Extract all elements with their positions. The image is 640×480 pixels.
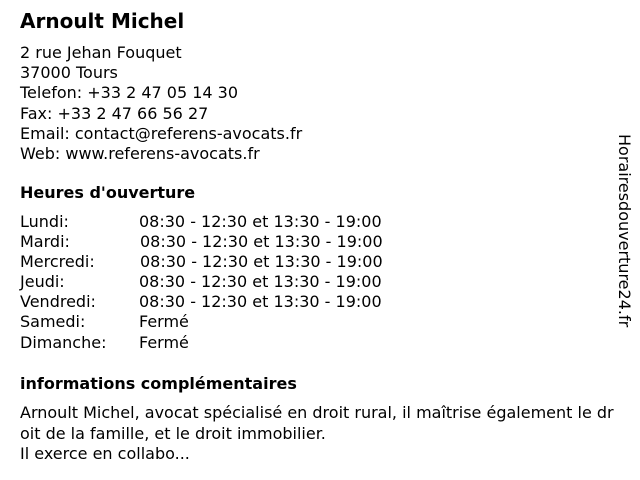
- phone-line: Telefon: +33 2 47 05 14 30: [20, 83, 239, 103]
- info-heading: informations complémentaires: [20, 374, 297, 393]
- address-street: 2 rue Jehan Fouquet: [20, 43, 182, 62]
- day-label: Mardi:: [20, 232, 70, 252]
- day-label: Mercredi:: [20, 252, 95, 272]
- day-label: Vendredi:: [20, 292, 96, 312]
- day-hours: Fermé: [139, 332, 189, 352]
- fax-line: Fax: +33 2 47 66 56 27: [20, 103, 209, 123]
- day-hours: 08:30 - 12:30 et 13:30 - 19:00: [140, 252, 383, 272]
- address-city: 37000 Tours: [20, 63, 118, 83]
- contact-block: [20, 43, 302, 164]
- web-line: Web: www.referens-avocats.fr: [20, 144, 260, 164]
- info-text: Arnoult Michel, avocat spécialisé en droit rural, il maîtrise également le droit de la famille, et le droit immobilier. Il exerce en collabo...: [20, 403, 614, 463]
- email-line: Email: contact@referens-avocats.fr: [20, 123, 303, 143]
- day-hours: 08:30 - 12:30 et 13:30 - 19:00: [139, 292, 382, 312]
- day-label: Jeudi:: [20, 272, 65, 292]
- hours-heading: Heures d'ouverture: [20, 183, 196, 202]
- site-watermark: [612, 134, 636, 344]
- watermark-text: Horairesdouverture24.fr: [615, 134, 634, 328]
- day-label: Samedi:: [20, 312, 86, 332]
- day-hours: 08:30 - 12:30 et 13:30 - 19:00: [139, 272, 382, 292]
- day-label: Dimanche:: [20, 332, 107, 352]
- day-hours: Fermé: [139, 312, 189, 332]
- day-hours: 08:30 - 12:30 et 13:30 - 19:00: [139, 212, 382, 231]
- day-hours: 08:30 - 12:30 et 13:30 - 19:00: [140, 232, 383, 252]
- business-name: Arnoult Michel: [20, 9, 185, 33]
- day-label: Lundi:: [20, 212, 69, 231]
